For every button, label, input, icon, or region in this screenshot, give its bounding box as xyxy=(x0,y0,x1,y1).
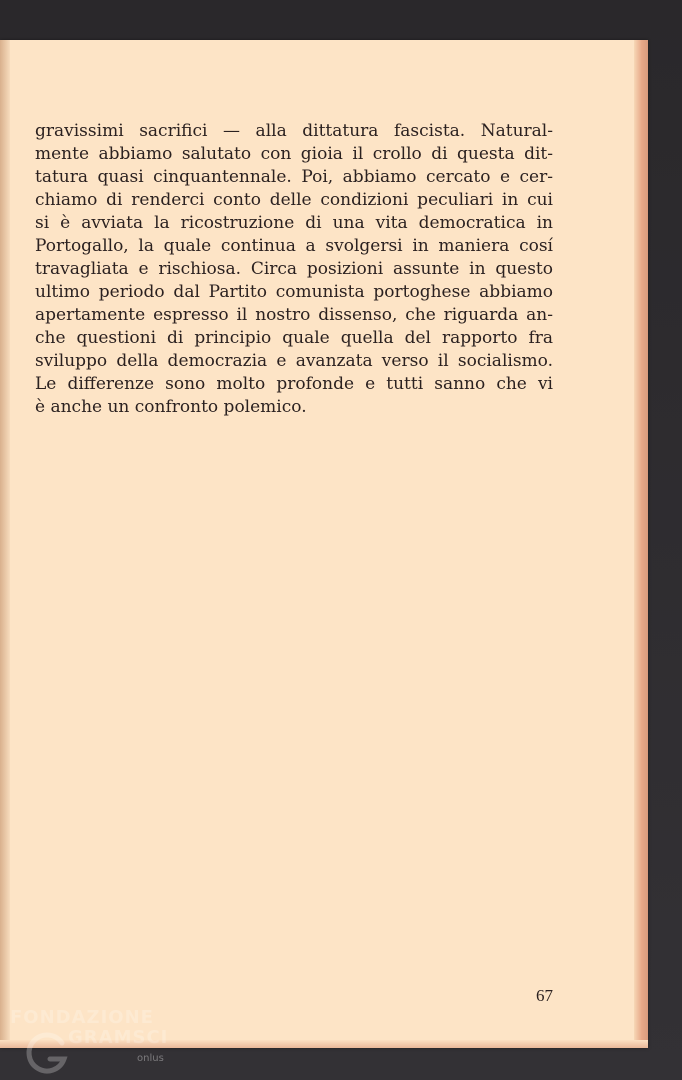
text-line: sviluppo della democrazia e avanzata verso il socialismo. xyxy=(35,351,553,371)
page-right-edge xyxy=(634,40,648,1048)
watermark-suffix: onlus xyxy=(137,1053,164,1064)
watermark-line2: GRAMSCI xyxy=(68,1027,169,1048)
text-line: gravissimi sacrifici — alla dittatura fascista. Natural- xyxy=(35,121,553,141)
text-line: travagliata e rischiosa. Circa posizioni assunte in questo xyxy=(35,259,553,279)
text-line: tatura quasi cinquantennale. Poi, abbiamo cercato e cer- xyxy=(35,167,553,187)
text-line: ultimo periodo dal Partito comunista portoghese abbiamo xyxy=(35,282,553,302)
text-line: si è avviata la ricostruzione di una vita democratica in xyxy=(35,213,553,233)
text-line: apertamente espresso il nostro dissenso, che riguarda an- xyxy=(35,305,553,325)
text-line: è anche un confronto polemico. xyxy=(35,397,307,417)
page-number: 67 xyxy=(536,986,553,1005)
text-line: Portogallo, la quale continua a svolgersi in maniera cosí xyxy=(35,236,553,256)
body-text xyxy=(35,120,553,419)
page-left-edge xyxy=(0,40,10,1048)
text-line: Le differenze sono molto profonde e tutti sanno che vi xyxy=(35,374,553,394)
text-line: chiamo di renderci conto delle condizioni peculiari in cui xyxy=(35,190,553,210)
page-bottom-edge xyxy=(0,1040,648,1048)
book-page xyxy=(0,40,648,1048)
text-line: che questioni di principio quale quella del rapporto fra xyxy=(35,328,553,348)
text-line: mente abbiamo salutato con gioia il crollo di questa dit- xyxy=(35,144,553,164)
watermark-line1: FONDAZIONE xyxy=(10,1007,154,1028)
